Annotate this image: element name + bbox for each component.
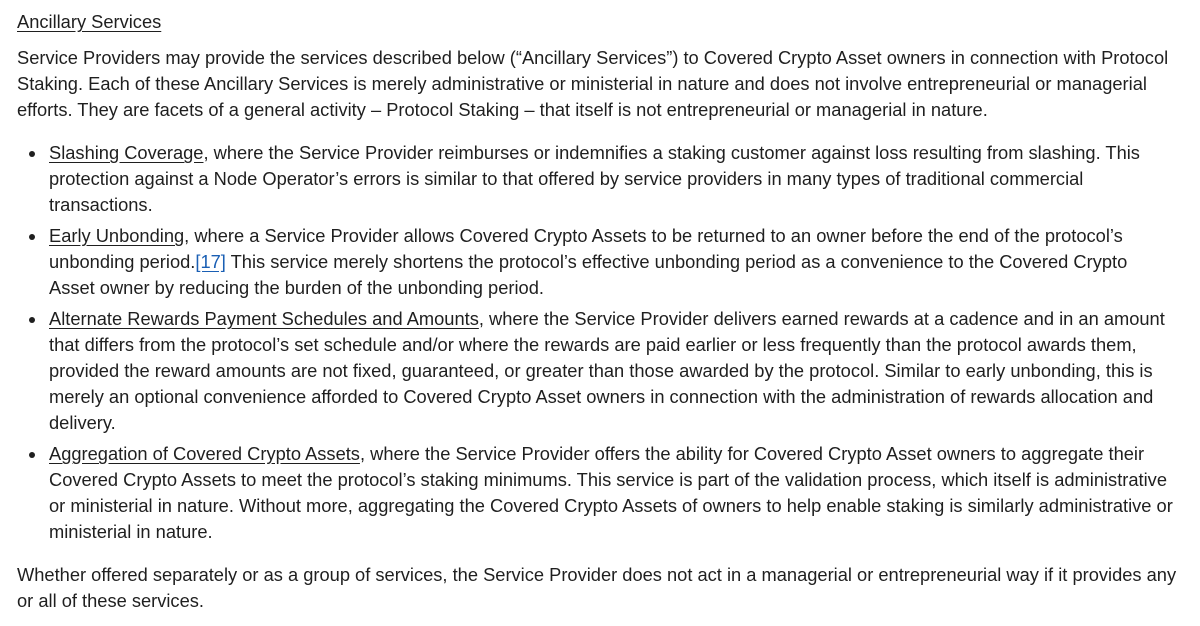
list-item-text: , where the Service Provider offers the ability for Covered Crypto Asset owners to aggregate their Covered Crypto Assets to meet the protocol’s staking minimums. This service is part of the validation process, which itself is administrative or ministerial in nature. Without more, aggregating the Covered Crypto Assets of owners to help enable staking is similarly administrative or ministerial in nature. — [49, 443, 1173, 542]
term-alternate-rewards: Alternate Rewards Payment Schedules and Amounts — [49, 308, 479, 329]
list-item-early-unbonding — [49, 223, 1177, 301]
list-item-text-after: This service merely shortens the protocol’s effective unbonding period as a convenience to the Covered Crypto Asset owner by reducing the burden of the unbonding period. — [49, 251, 1128, 298]
term-early-unbonding: Early Unbonding — [49, 225, 185, 246]
list-item-slashing-coverage — [49, 140, 1177, 218]
list-item-text: , where a Service Provider allows Covered Crypto Assets to be returned to an owner before the end of the protocol’s unbonding period. — [49, 225, 1123, 272]
section-heading: Ancillary Services — [17, 11, 162, 32]
list-item-alternate-rewards — [49, 306, 1177, 436]
term-slashing-coverage: Slashing Coverage — [49, 142, 204, 163]
list-item-text: , where the Service Provider delivers earned rewards at a cadence and in an amount that differs from the protocol’s set schedule and/or where the rewards are paid earlier or less frequently than the protocol awards them, provided the reward amounts are not fixed, guaranteed, or greater than those awarded by the protocol. Similar to early unbonding, this is merely an optional convenience afforded to Covered Crypto Asset owners in connection with the administration of rewards allocation and delivery. — [49, 308, 1165, 433]
ancillary-services-list — [17, 140, 1177, 545]
closing-paragraph: Whether offered separately or as a group of services, the Service Provider does not act in a managerial or entrepreneurial way if it provides any or all of these services. — [17, 564, 1177, 611]
term-aggregation: Aggregation of Covered Crypto Assets — [49, 443, 360, 464]
intro-paragraph: Service Providers may provide the services described below (“Ancillary Services”) to Covered Crypto Asset owners in connection with Protocol Staking. Each of these Ancillary Services is merely administrative or ministerial in nature and does not involve entrepreneurial or managerial efforts. They are facets of a general activity – Protocol Staking – that itself is not entrepreneurial or managerial in nature. — [17, 47, 1169, 120]
list-item-aggregation — [49, 441, 1177, 545]
footnote-link-17[interactable]: [17] — [195, 251, 226, 272]
list-item-text: , where the Service Provider reimburses or indemnifies a staking customer against loss resulting from slashing. This protection against a Node Operator’s errors is similar to that offered by service providers in many types of traditional commercial transactions. — [49, 142, 1140, 215]
